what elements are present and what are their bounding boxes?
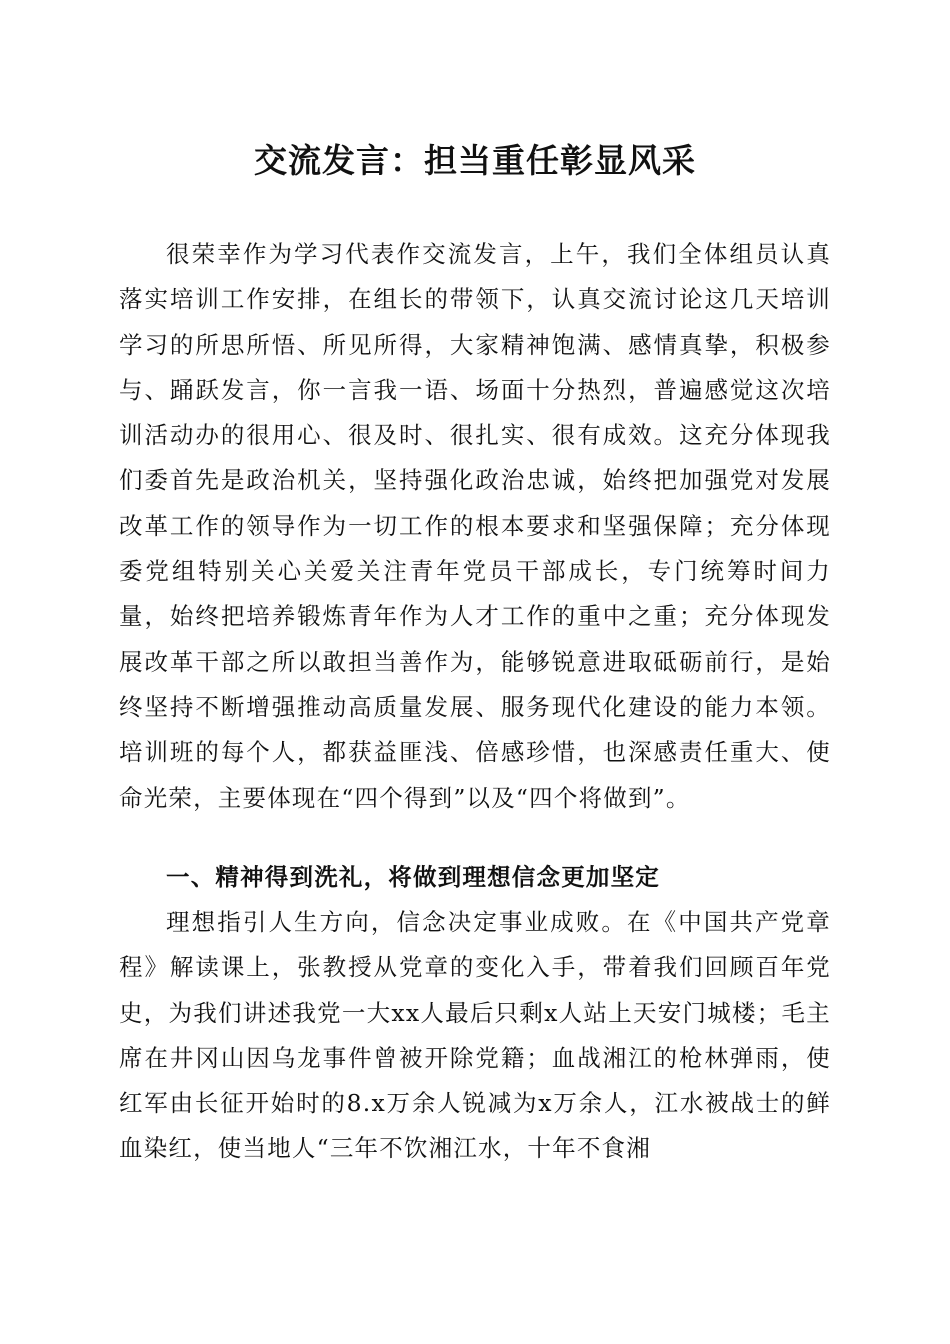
section-heading: 一、精神得到洗礼，将做到理想信念更加坚定 bbox=[166, 863, 660, 891]
document-title: 交流发言：担当重任彰显风采 bbox=[254, 141, 696, 180]
intro-paragraph: 很荣幸作为学习代表作交流发言，上午，我们全体组员认真落实培训工作安排，在组长的带领下，认真交流讨论这几天培训学习的所思所悟、所见所得，大家精神饱满、感情真挚，积极参与、踊跃发言，你一言我一语、场面十分热烈，普遍感觉这次培训活动办的很用心、很及时、很扎实、很有成效。这充分体现我们委首先是政治机关，坚持强化政治忠诚，始终把加强党对发展改革工作的领导作为一切工作的根本要求和坚强保障；充分体现委党组特别关心关爱关注青年党员干部成长，专门统筹时间力量，始终把培养锻炼青年作为人才工作的重中之重；充分体现发展改革干部之所以敢担当善作为，能够锐意进取砥砺前行，是始终坚持不断增强推动高质量发展、服务现代化建设的能力本领。培训班的每个人，都获益匪浅、倍感珍惜，也深感责任重大、使命光荣，主要体现在“四个得到”以及“四个将做到”。 bbox=[119, 240, 831, 812]
section-paragraph: 理想指引人生方向，信念决定事业成败。在《中国共产党章程》解读课上，张教授从党章的变化入手，带着我们回顾百年党史，为我们讲述我党一大xx人最后只剩x人站上天安门城楼；毛主席在井冈山因乌龙事件曾被开除党籍；血战湘江的枪林弹雨，使红军由长征开始时的8.x万余人锐减为x万余人，江水被战士的鲜血染红，使当地人“三年不饮湘江水，十年不食湘 bbox=[119, 908, 831, 1163]
